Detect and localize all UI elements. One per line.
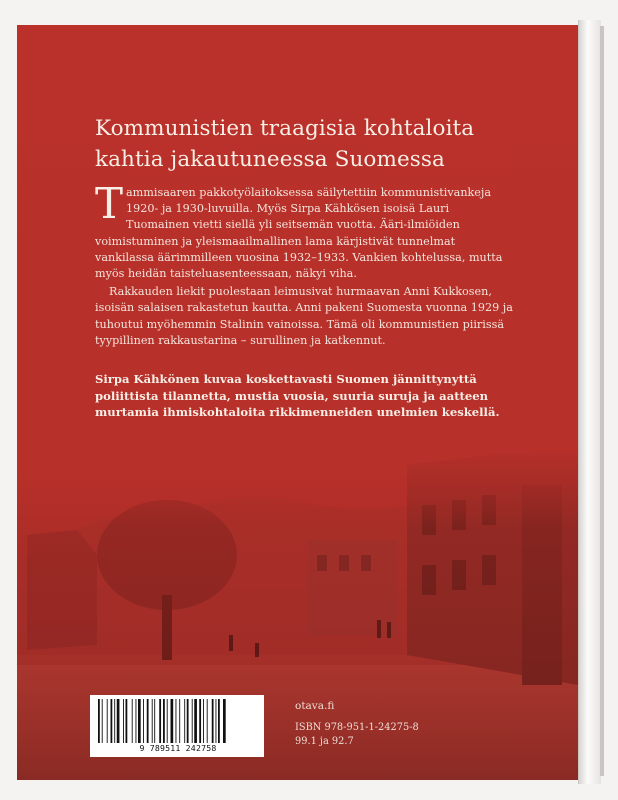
blurb-paragraph-1: [95, 179, 515, 282]
blurb-body: [95, 179, 515, 349]
drop-cap: T: [95, 179, 124, 228]
publisher-info: [295, 699, 419, 749]
publisher-website: otava.fi: [295, 700, 335, 712]
blurb-closing: Sirpa Kähkönen kuvaa koskettavasti Suomen jännittynyttä poliittista tilannetta, mustia vuosia, suuria suruja ja aatteen murtamia ihmiskohtaloita rikkimenneiden unelmien keskellä.: [95, 372, 500, 419]
book-spine-edge: [578, 20, 601, 784]
back-cover-headline: [95, 113, 535, 175]
book-back-cover: [17, 25, 578, 780]
book-spine-shadow: [600, 26, 604, 776]
classification-code: 99.1 ja 92.7: [295, 736, 354, 747]
barcode-digits: 9 789511 242758: [139, 743, 217, 753]
isbn-barcode: [90, 695, 264, 757]
blurb-paragraph-1-text: ammisaaren pakkotyölaitoksessa säilytettiin kommunistivankeja 1920- ja 1930-luvuilla. Myös Sirpa Kähkösen isoisä Lauri Tuomainen vietti siellä yli seitsemän vuotta. Ääri-ilmiöiden voimistuminen ja yleismaailmallinen lama kärjistivät tunnelmat vankilassa äärimmilleen vuosina 1932–1933. Vankien kohtelussa, mutta myös heidän taisteluasenteessaan, näkyi viha.: [95, 186, 503, 281]
barcode-bars: [96, 699, 258, 743]
isbn-text: ISBN 978-951-1-24275-8: [295, 722, 419, 733]
blurb-paragraph-2: Rakkauden liekit puolestaan leimusivat hurmaavan Anni Kukkosen, isoisän salaisen rakastetun kautta. Anni pakeni Suomesta vuonna 1929 ja tuhoutui myöhemmin Stalinin vainoissa. Tämä oli kommunistien piirissä tyypillinen rakkaustarina – surullinen ja katkennut.: [95, 285, 513, 347]
headline-line-1: Kommunistien traagisia kohtaloita: [95, 116, 475, 141]
headline-line-2: kahtia jakautuneessa Suomessa: [95, 147, 445, 172]
